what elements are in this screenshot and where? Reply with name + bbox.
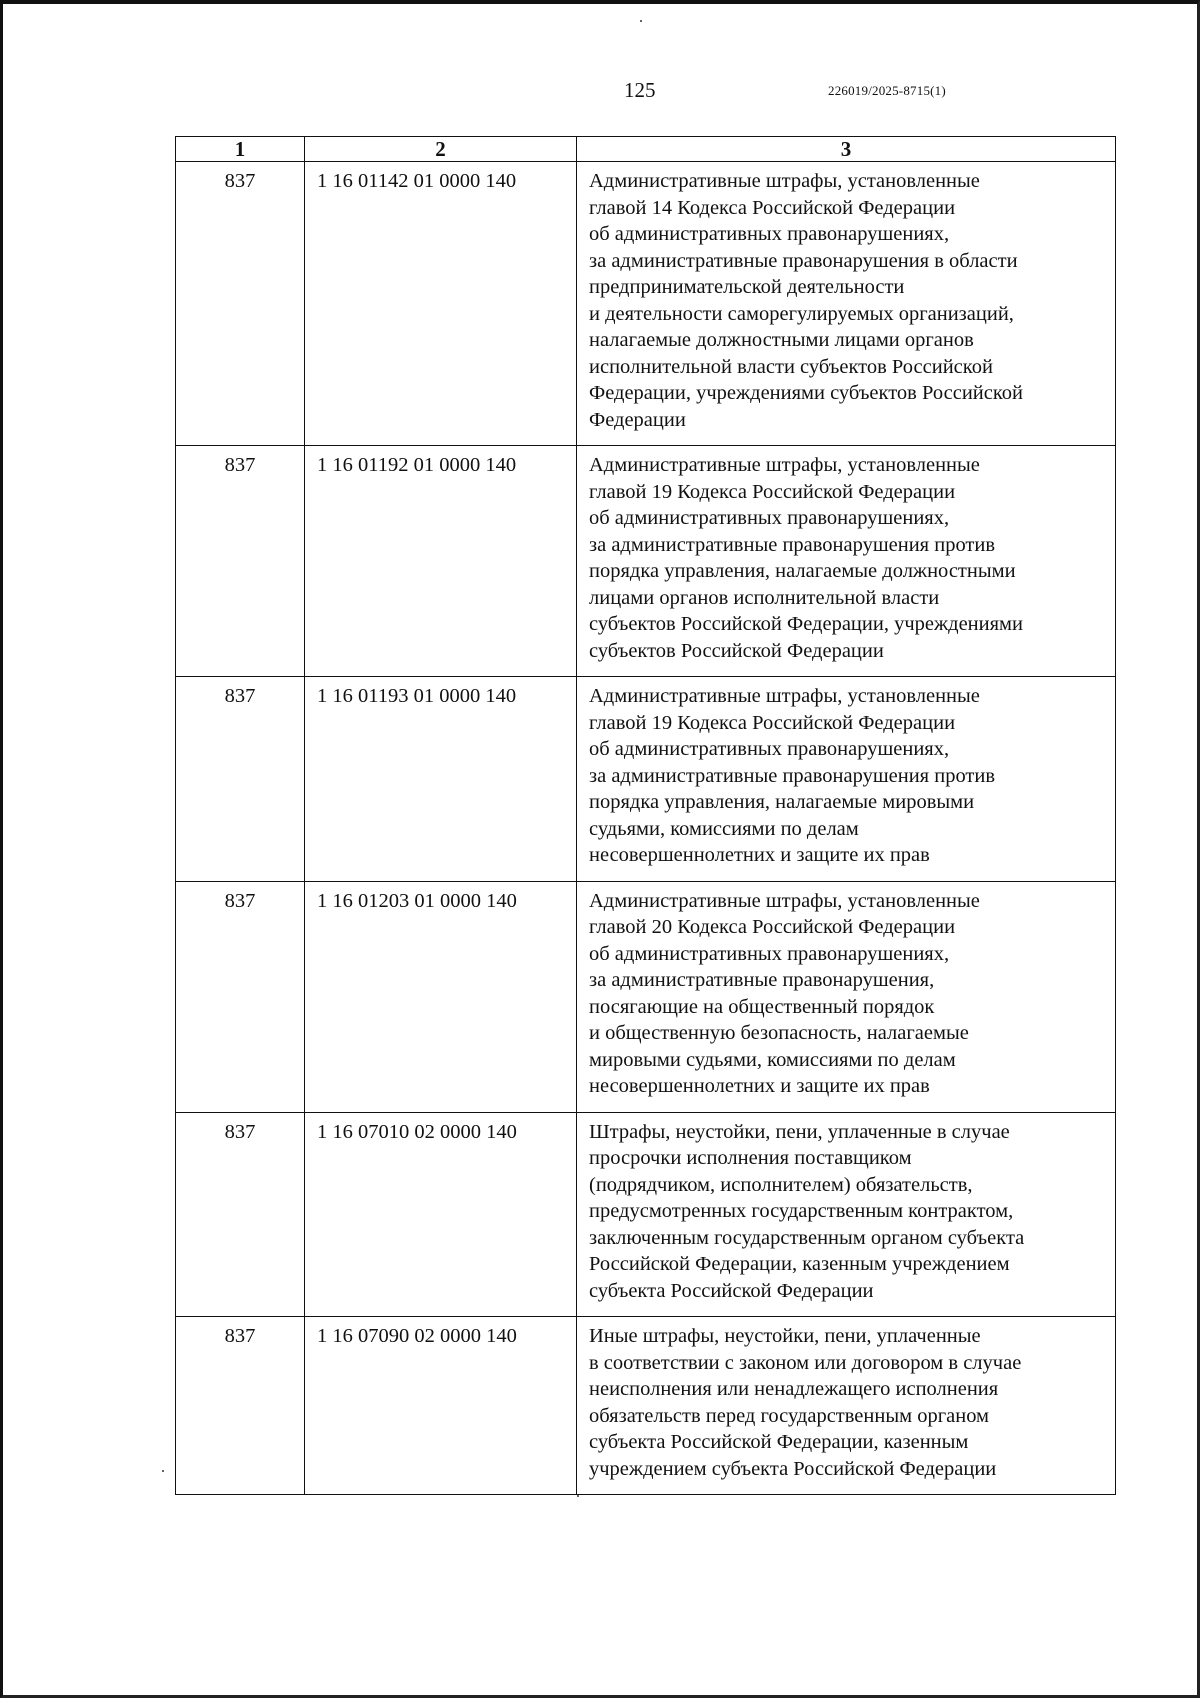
- description-line: субъектов Российской Федерации, учреждениями: [589, 613, 1023, 635]
- description-line: учреждением субъекта Российской Федерации: [589, 1457, 997, 1480]
- admin-code-cell: 837: [176, 677, 305, 882]
- description-line: судьями, комиссиями по делам: [589, 817, 859, 840]
- description-line: в соответствии с законом или договором в случае: [589, 1351, 1022, 1374]
- description-line: главой 19 Кодекса Российской Федерации: [589, 480, 956, 503]
- description-line: Административные штрафы, установленные: [589, 889, 980, 912]
- description-line: предусмотренных государственным контрактом,: [589, 1200, 1014, 1222]
- description-line: Штрафы, неустойки, пени, уплаченные в случае: [589, 1120, 1010, 1143]
- description-cell: [577, 881, 1116, 1112]
- description-line: порядка управления, налагаемые должностными: [589, 560, 1016, 582]
- column-header-1: 1: [176, 137, 305, 162]
- kbk-code-cell: 1 16 01203 01 0000 140: [305, 881, 577, 1112]
- kbk-code-cell: 1 16 01192 01 0000 140: [305, 446, 577, 677]
- description-line: и общественную безопасность, налагаемые: [589, 1022, 969, 1044]
- description-line: главой 19 Кодекса Российской Федерации: [589, 711, 956, 734]
- table-row: [176, 1317, 1116, 1495]
- description-line: об административных правонарушениях,: [589, 738, 950, 760]
- description-cell: [577, 162, 1116, 446]
- description-line: субъекта Российской Федерации: [589, 1279, 874, 1302]
- description-line: Административные штрафы, установленные: [589, 170, 980, 192]
- description-line: об административных правонарушениях,: [589, 942, 950, 965]
- description-line: посягающие на общественный порядок: [589, 995, 935, 1018]
- table-body: [176, 162, 1116, 1495]
- description-line: главой 20 Кодекса Российской Федерации: [589, 916, 956, 938]
- description-line: Административные штрафы, установленные: [589, 454, 980, 476]
- description-line: Российской Федерации, казенным учреждением: [589, 1253, 1010, 1275]
- column-header-2: 2: [305, 137, 577, 162]
- table-header-row: [176, 137, 1116, 162]
- table-row: [176, 162, 1116, 446]
- description-cell: [577, 677, 1116, 882]
- description-line: мировыми судьями, комиссиями по делам: [589, 1048, 956, 1071]
- description-line: Административные штрафы, установленные: [589, 685, 980, 707]
- admin-code-cell: 837: [176, 1112, 305, 1317]
- description-line: несовершеннолетних и защите их прав: [589, 1075, 930, 1097]
- page-number: 125: [624, 78, 656, 102]
- description-line: об административных правонарушениях,: [589, 507, 950, 529]
- description-line: и деятельности саморегулируемых организаций,: [589, 302, 1014, 325]
- description-line: Федерации: [589, 408, 686, 431]
- description-line: просрочки исполнения поставщиком: [589, 1147, 912, 1169]
- description-line: за административные правонарушения,: [589, 969, 935, 991]
- classification-table: [175, 136, 1116, 1495]
- kbk-code-cell: 1 16 07090 02 0000 140: [305, 1317, 577, 1495]
- kbk-code-cell: 1 16 07010 02 0000 140: [305, 1112, 577, 1317]
- description-line: налагаемые должностными лицами органов: [589, 329, 974, 351]
- scan-speck: [162, 1470, 164, 1472]
- description-line: неисполнения или ненадлежащего исполнения: [589, 1378, 999, 1400]
- description-line: Федерации, учреждениями субъектов Российской: [589, 382, 1023, 404]
- admin-code-cell: 837: [176, 446, 305, 677]
- admin-code-cell: 837: [176, 162, 305, 446]
- admin-code-cell: 837: [176, 1317, 305, 1495]
- description-line: Иные штрафы, неустойки, пени, уплаченные: [589, 1325, 981, 1347]
- scan-speck: [640, 20, 642, 22]
- description-line: об административных правонарушениях,: [589, 223, 950, 245]
- description-line: заключенным государственным органом субъекта: [589, 1226, 1025, 1249]
- description-line: исполнительной власти субъектов Российской: [589, 355, 993, 378]
- description-line: за административные правонарушения против: [589, 533, 996, 556]
- description-line: обязательств перед государственным органом: [589, 1404, 990, 1427]
- table-row: [176, 446, 1116, 677]
- description-line: лицами органов исполнительной власти: [589, 586, 940, 609]
- description-line: (подрядчиком, исполнителем) обязательств,: [589, 1173, 973, 1196]
- description-line: субъекта Российской Федерации, казенным: [589, 1431, 969, 1453]
- description-line: предпринимательской деятельности: [589, 276, 905, 298]
- description-line: за административные правонарушения против: [589, 764, 996, 787]
- description-line: порядка управления, налагаемые мировыми: [589, 791, 975, 813]
- description-line: несовершеннолетних и защите их прав: [589, 844, 930, 866]
- description-cell: [577, 446, 1116, 677]
- description-cell: [577, 1112, 1116, 1317]
- scan-speck: [577, 1495, 579, 1497]
- column-header-3: 3: [577, 137, 1116, 162]
- page-header: [0, 78, 1200, 108]
- admin-code-cell: 837: [176, 881, 305, 1112]
- kbk-code-cell: 1 16 01142 01 0000 140: [305, 162, 577, 446]
- classification-table-container: [175, 136, 1115, 1495]
- description-line: субъектов Российской Федерации: [589, 639, 884, 662]
- document-number: 226019/2025-8715(1): [828, 83, 946, 98]
- description-line: за административные правонарушения в области: [589, 249, 1018, 272]
- table-row: [176, 881, 1116, 1112]
- description-cell: [577, 1317, 1116, 1495]
- description-line: главой 14 Кодекса Российской Федерации: [589, 196, 956, 219]
- table-row: [176, 1112, 1116, 1317]
- table-row: [176, 677, 1116, 882]
- kbk-code-cell: 1 16 01193 01 0000 140: [305, 677, 577, 882]
